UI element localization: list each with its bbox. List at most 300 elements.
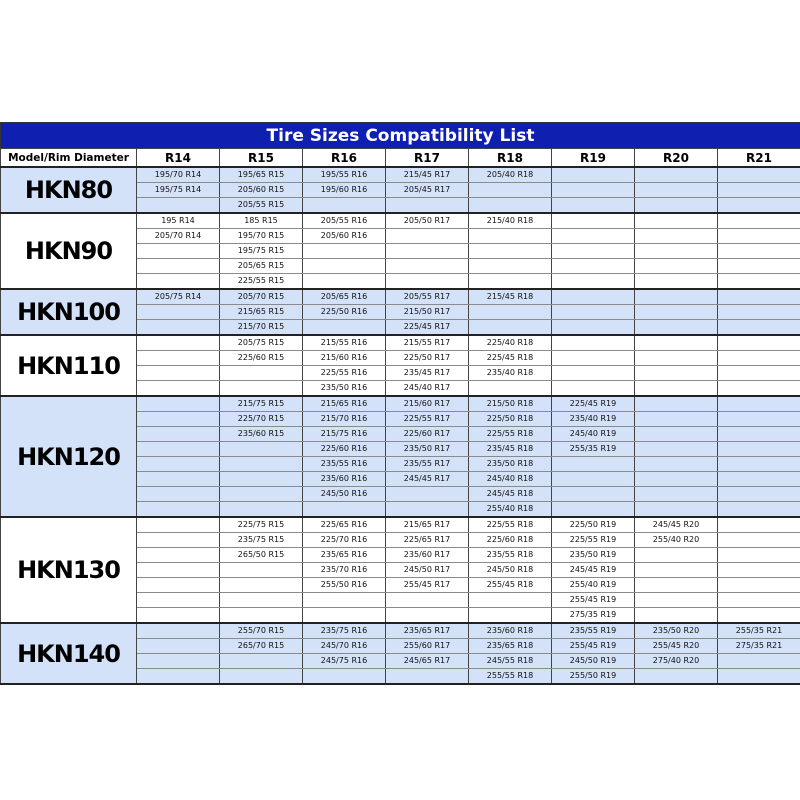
tire-size-cell: 245/50 R19 (552, 654, 635, 669)
tire-size-cell: 225/50 R18 (469, 412, 552, 427)
tire-size-cell: 215/65 R15 (220, 305, 303, 320)
tire-size-cell: 205/70 R15 (220, 289, 303, 305)
tire-size-cell (718, 442, 800, 457)
tire-size-cell: 225/50 R19 (552, 517, 635, 533)
tire-size-cell (137, 305, 220, 320)
tire-size-cell: 225/60 R17 (386, 427, 469, 442)
model-name-cell: HKN140 (1, 623, 137, 684)
tire-size-cell (137, 366, 220, 381)
tire-size-cell: 205/75 R14 (137, 289, 220, 305)
tire-size-cell (635, 472, 718, 487)
header-r17: R17 (386, 149, 469, 168)
tire-size-cell (635, 259, 718, 274)
tire-size-cell: 245/45 R18 (469, 487, 552, 502)
tire-size-cell: 275/35 R21 (718, 639, 800, 654)
tire-size-cell (718, 198, 800, 214)
tire-size-cell: 255/40 R19 (552, 578, 635, 593)
tire-size-cell: 255/45 R20 (635, 639, 718, 654)
tire-size-cell: 205/40 R18 (469, 167, 552, 183)
header-r15: R15 (220, 149, 303, 168)
tire-size-cell: 195/60 R16 (303, 183, 386, 198)
tire-size-cell: 255/40 R20 (635, 533, 718, 548)
tire-size-cell (137, 320, 220, 336)
tire-size-cell: 245/40 R18 (469, 472, 552, 487)
tire-size-cell (552, 244, 635, 259)
tire-size-cell (220, 563, 303, 578)
tire-size-cell: 255/45 R17 (386, 578, 469, 593)
tire-size-cell (220, 381, 303, 397)
tire-size-cell: 225/55 R19 (552, 533, 635, 548)
tire-size-cell (635, 244, 718, 259)
tire-size-cell (220, 502, 303, 518)
tire-size-cell (469, 305, 552, 320)
tire-size-cell (552, 381, 635, 397)
tire-size-cell (635, 320, 718, 336)
tire-size-cell (718, 654, 800, 669)
tire-size-cell (635, 213, 718, 229)
tire-size-cell (635, 335, 718, 351)
tire-size-cell (137, 669, 220, 685)
tire-size-cell (718, 244, 800, 259)
tire-size-cell: 225/40 R18 (469, 335, 552, 351)
tire-size-cell (220, 457, 303, 472)
tire-size-cell: 235/60 R15 (220, 427, 303, 442)
tire-size-cell (718, 472, 800, 487)
tire-size-cell (718, 351, 800, 366)
tire-size-cell (303, 274, 386, 290)
model-group (1, 517, 800, 623)
tire-size-cell: 225/45 R18 (469, 351, 552, 366)
tire-size-cell (137, 472, 220, 487)
tire-size-cell (303, 198, 386, 214)
model-group (1, 396, 800, 517)
tire-size-cell: 245/40 R17 (386, 381, 469, 397)
tire-size-cell (718, 457, 800, 472)
tire-size-cell: 225/65 R16 (303, 517, 386, 533)
tire-size-cell: 215/75 R15 (220, 396, 303, 412)
tire-size-cell: 265/50 R15 (220, 548, 303, 563)
tire-size-cell: 245/50 R17 (386, 563, 469, 578)
tire-size-cell: 225/70 R15 (220, 412, 303, 427)
tire-size-cell (137, 593, 220, 608)
tire-size-cell (137, 639, 220, 654)
model-name-cell: HKN90 (1, 213, 137, 289)
tire-size-cell: 205/75 R15 (220, 335, 303, 351)
tire-size-cell (137, 487, 220, 502)
tire-size-cell (635, 669, 718, 685)
tire-size-cell (635, 289, 718, 305)
tire-size-cell (137, 623, 220, 639)
tire-size-cell (469, 593, 552, 608)
tire-size-cell: 245/45 R19 (552, 563, 635, 578)
model-group (1, 623, 800, 684)
tire-size-cell (718, 593, 800, 608)
tire-size-cell (469, 259, 552, 274)
tire-size-cell (469, 320, 552, 336)
tire-size-cell: 225/55 R18 (469, 517, 552, 533)
tire-size-cell (303, 320, 386, 336)
tire-size-cell (386, 259, 469, 274)
tire-size-cell: 255/60 R17 (386, 639, 469, 654)
tire-size-cell: 195/55 R16 (303, 167, 386, 183)
tire-size-cell (552, 183, 635, 198)
tire-size-cell (137, 381, 220, 397)
tire-size-cell: 235/40 R18 (469, 366, 552, 381)
tire-size-cell (137, 335, 220, 351)
tire-size-cell (220, 487, 303, 502)
tire-size-cell (303, 608, 386, 624)
tire-size-cell (552, 487, 635, 502)
tire-size-cell (635, 487, 718, 502)
tire-size-cell: 245/70 R16 (303, 639, 386, 654)
header-r20: R20 (635, 149, 718, 168)
tire-compatibility-table (0, 122, 800, 685)
tire-size-cell: 235/55 R16 (303, 457, 386, 472)
tire-size-cell: 215/50 R17 (386, 305, 469, 320)
tire-size-cell: 235/75 R16 (303, 623, 386, 639)
tire-size-cell (718, 517, 800, 533)
tire-size-cell: 225/60 R16 (303, 442, 386, 457)
tire-size-cell: 235/55 R19 (552, 623, 635, 639)
model-group (1, 213, 800, 289)
tire-size-cell (137, 427, 220, 442)
table-row (1, 623, 800, 639)
tire-size-cell: 225/75 R15 (220, 517, 303, 533)
tire-size-cell (635, 548, 718, 563)
tire-size-cell (137, 244, 220, 259)
tire-size-cell (469, 198, 552, 214)
tire-size-cell: 245/55 R18 (469, 654, 552, 669)
tire-size-cell (386, 229, 469, 244)
tire-size-cell: 235/45 R18 (469, 442, 552, 457)
tire-size-cell (635, 593, 718, 608)
tire-size-cell: 215/55 R16 (303, 335, 386, 351)
tire-size-cell: 215/60 R16 (303, 351, 386, 366)
tire-size-cell (552, 320, 635, 336)
tire-size-cell (137, 517, 220, 533)
tire-size-cell (635, 183, 718, 198)
tire-size-cell (635, 167, 718, 183)
tire-size-cell (552, 259, 635, 274)
tire-size-cell: 225/60 R18 (469, 533, 552, 548)
tire-size-cell (635, 198, 718, 214)
tire-size-cell (635, 427, 718, 442)
tire-size-cell (718, 608, 800, 624)
tire-size-cell (718, 289, 800, 305)
model-name-cell: HKN120 (1, 396, 137, 517)
tire-size-cell (137, 259, 220, 274)
model-group (1, 289, 800, 335)
table-title: Tire Sizes Compatibility List (0, 122, 800, 148)
tire-size-cell: 225/45 R17 (386, 320, 469, 336)
tire-size-cell: 255/35 R19 (552, 442, 635, 457)
tire-size-cell (386, 487, 469, 502)
tire-size-cell (635, 274, 718, 290)
tire-size-cell: 245/65 R17 (386, 654, 469, 669)
tire-size-cell: 235/75 R15 (220, 533, 303, 548)
tire-size-cell (386, 502, 469, 518)
tire-size-cell (386, 244, 469, 259)
tire-size-cell: 235/40 R19 (552, 412, 635, 427)
tire-size-cell: 235/50 R20 (635, 623, 718, 639)
tire-size-cell: 225/55 R15 (220, 274, 303, 290)
tire-size-cell: 185 R15 (220, 213, 303, 229)
tire-size-cell: 255/35 R21 (718, 623, 800, 639)
tire-size-cell: 215/75 R16 (303, 427, 386, 442)
tire-size-cell (635, 442, 718, 457)
tire-size-cell: 245/40 R19 (552, 427, 635, 442)
header-r16: R16 (303, 149, 386, 168)
header-r19: R19 (552, 149, 635, 168)
tire-size-cell: 195/70 R15 (220, 229, 303, 244)
tire-size-cell: 235/50 R19 (552, 548, 635, 563)
model-name-cell: HKN110 (1, 335, 137, 396)
tire-size-cell: 235/60 R18 (469, 623, 552, 639)
tire-size-cell: 235/60 R17 (386, 548, 469, 563)
model-name-cell: HKN80 (1, 167, 137, 213)
tire-size-cell: 235/50 R17 (386, 442, 469, 457)
tire-size-cell (137, 533, 220, 548)
tire-size-cell (137, 198, 220, 214)
tire-size-cell: 225/45 R19 (552, 396, 635, 412)
tire-size-cell (303, 244, 386, 259)
tire-size-cell: 255/70 R15 (220, 623, 303, 639)
tire-size-cell: 275/40 R20 (635, 654, 718, 669)
header-r21: R21 (718, 149, 800, 168)
tire-size-cell: 235/65 R17 (386, 623, 469, 639)
tire-size-cell (552, 229, 635, 244)
header-row (1, 149, 800, 168)
tire-size-cell (718, 259, 800, 274)
tire-size-cell (137, 457, 220, 472)
tire-size-cell (635, 578, 718, 593)
tire-size-cell (635, 305, 718, 320)
tire-size-cell (469, 229, 552, 244)
tire-size-cell (137, 396, 220, 412)
tire-size-cell: 225/50 R16 (303, 305, 386, 320)
table-row (1, 167, 800, 183)
tire-size-cell: 195/75 R14 (137, 183, 220, 198)
tire-size-cell (718, 412, 800, 427)
tire-size-cell (552, 457, 635, 472)
tire-size-cell (552, 289, 635, 305)
tire-size-cell: 205/60 R15 (220, 183, 303, 198)
tire-size-cell: 255/55 R18 (469, 669, 552, 685)
tire-size-cell: 275/35 R19 (552, 608, 635, 624)
tire-size-cell (718, 502, 800, 518)
tire-size-cell: 255/45 R19 (552, 639, 635, 654)
tire-size-cell: 235/50 R16 (303, 381, 386, 397)
tire-size-cell (718, 427, 800, 442)
header-r14: R14 (137, 149, 220, 168)
tire-size-cell: 195/75 R15 (220, 244, 303, 259)
tire-size-cell (137, 502, 220, 518)
tire-size-cell (137, 578, 220, 593)
tire-size-cell: 215/65 R17 (386, 517, 469, 533)
tire-size-cell (552, 335, 635, 351)
table-row (1, 289, 800, 305)
tire-size-cell (137, 274, 220, 290)
tire-size-cell: 195 R14 (137, 213, 220, 229)
tire-size-cell (137, 351, 220, 366)
tire-size-cell (220, 472, 303, 487)
tire-size-cell (386, 198, 469, 214)
tire-size-cell (137, 654, 220, 669)
tire-size-cell (718, 213, 800, 229)
tire-size-cell (137, 608, 220, 624)
tire-size-cell: 245/75 R16 (303, 654, 386, 669)
tire-size-cell (137, 563, 220, 578)
tire-size-cell (303, 259, 386, 274)
tire-size-cell (718, 563, 800, 578)
tire-size-cell: 255/45 R18 (469, 578, 552, 593)
tire-size-cell: 245/50 R18 (469, 563, 552, 578)
tire-size-cell (635, 381, 718, 397)
tire-size-cell (220, 608, 303, 624)
tire-size-cell (552, 351, 635, 366)
tire-size-cell (386, 593, 469, 608)
tire-size-cell (220, 578, 303, 593)
tire-size-cell (718, 578, 800, 593)
tire-size-cell: 215/50 R18 (469, 396, 552, 412)
tire-size-cell: 235/55 R18 (469, 548, 552, 563)
tire-size-cell (552, 274, 635, 290)
table-row (1, 517, 800, 533)
tire-size-cell: 225/55 R18 (469, 427, 552, 442)
tire-size-cell: 205/50 R17 (386, 213, 469, 229)
tire-size-cell: 255/40 R18 (469, 502, 552, 518)
tire-size-cell (635, 396, 718, 412)
tire-size-cell: 205/55 R16 (303, 213, 386, 229)
tire-size-cell (718, 366, 800, 381)
tire-size-cell (635, 502, 718, 518)
tire-size-cell (635, 457, 718, 472)
tire-size-cell (718, 229, 800, 244)
tire-size-cell (635, 608, 718, 624)
tire-size-cell: 235/70 R16 (303, 563, 386, 578)
tire-size-cell (469, 274, 552, 290)
tire-size-cell (469, 244, 552, 259)
tire-size-cell: 245/50 R16 (303, 487, 386, 502)
tire-size-cell: 205/55 R17 (386, 289, 469, 305)
tire-size-cell: 215/60 R17 (386, 396, 469, 412)
tire-size-cell (220, 654, 303, 669)
tire-size-cell (137, 442, 220, 457)
tire-size-cell: 205/55 R15 (220, 198, 303, 214)
tire-size-cell (718, 669, 800, 685)
tire-size-cell: 235/65 R18 (469, 639, 552, 654)
tire-size-cell: 195/65 R15 (220, 167, 303, 183)
tire-size-cell: 255/45 R19 (552, 593, 635, 608)
tire-size-cell (552, 472, 635, 487)
tire-size-cell: 255/50 R16 (303, 578, 386, 593)
tire-size-cell (718, 335, 800, 351)
tire-size-cell (469, 183, 552, 198)
tire-size-cell: 195/70 R14 (137, 167, 220, 183)
tire-size-cell: 225/65 R17 (386, 533, 469, 548)
tire-size-cell (469, 381, 552, 397)
tire-size-cell (220, 669, 303, 685)
tire-size-cell (137, 412, 220, 427)
tire-size-cell: 205/60 R16 (303, 229, 386, 244)
tire-size-cell: 205/70 R14 (137, 229, 220, 244)
tire-size-cell (635, 563, 718, 578)
tire-size-cell (635, 366, 718, 381)
tire-size-cell (303, 669, 386, 685)
model-group (1, 167, 800, 213)
tire-size-cell (718, 274, 800, 290)
tire-size-cell (386, 608, 469, 624)
tire-size-cell: 215/55 R17 (386, 335, 469, 351)
tire-size-cell: 215/65 R16 (303, 396, 386, 412)
tire-size-cell (635, 229, 718, 244)
tire-size-cell (220, 593, 303, 608)
tire-size-cell (303, 593, 386, 608)
tire-size-cell: 235/45 R17 (386, 366, 469, 381)
tire-size-cell (469, 608, 552, 624)
tire-size-cell: 235/50 R18 (469, 457, 552, 472)
tire-size-cell: 235/60 R16 (303, 472, 386, 487)
tire-size-cell: 235/55 R17 (386, 457, 469, 472)
tire-size-cell (220, 442, 303, 457)
model-group (1, 335, 800, 396)
tire-size-cell: 215/70 R16 (303, 412, 386, 427)
tire-size-cell (635, 351, 718, 366)
tire-size-cell (718, 183, 800, 198)
compatibility-sheet (0, 122, 800, 685)
tire-size-cell (552, 198, 635, 214)
tire-size-cell (718, 548, 800, 563)
tire-size-cell (386, 274, 469, 290)
tire-size-cell: 215/45 R18 (469, 289, 552, 305)
tire-size-cell: 245/45 R20 (635, 517, 718, 533)
table-row (1, 213, 800, 229)
tire-size-cell (552, 167, 635, 183)
tire-size-cell (718, 320, 800, 336)
tire-size-cell: 235/65 R16 (303, 548, 386, 563)
tire-size-cell: 225/60 R15 (220, 351, 303, 366)
tire-size-cell (718, 381, 800, 397)
tire-size-cell (635, 412, 718, 427)
tire-size-cell: 205/45 R17 (386, 183, 469, 198)
model-name-cell: HKN100 (1, 289, 137, 335)
header-r18: R18 (469, 149, 552, 168)
tire-size-cell (137, 548, 220, 563)
tire-size-cell (303, 502, 386, 518)
tire-size-cell: 205/65 R15 (220, 259, 303, 274)
tire-size-cell (552, 502, 635, 518)
tire-size-cell (552, 366, 635, 381)
tire-size-cell: 225/70 R16 (303, 533, 386, 548)
tire-size-cell: 215/70 R15 (220, 320, 303, 336)
tire-size-cell (718, 533, 800, 548)
tire-size-cell (718, 396, 800, 412)
tire-size-cell: 245/45 R17 (386, 472, 469, 487)
tire-size-cell: 215/45 R17 (386, 167, 469, 183)
header-model-rim-diameter: Model/Rim Diameter (1, 149, 137, 168)
tire-size-cell (220, 366, 303, 381)
table-row (1, 396, 800, 412)
tire-size-cell: 255/50 R19 (552, 669, 635, 685)
tire-size-cell (718, 305, 800, 320)
tire-size-cell: 225/55 R17 (386, 412, 469, 427)
tire-size-cell: 265/70 R15 (220, 639, 303, 654)
table-row (1, 335, 800, 351)
tire-size-cell: 205/65 R16 (303, 289, 386, 305)
tire-size-cell (552, 213, 635, 229)
tire-size-cell: 225/55 R16 (303, 366, 386, 381)
tire-size-cell: 215/40 R18 (469, 213, 552, 229)
